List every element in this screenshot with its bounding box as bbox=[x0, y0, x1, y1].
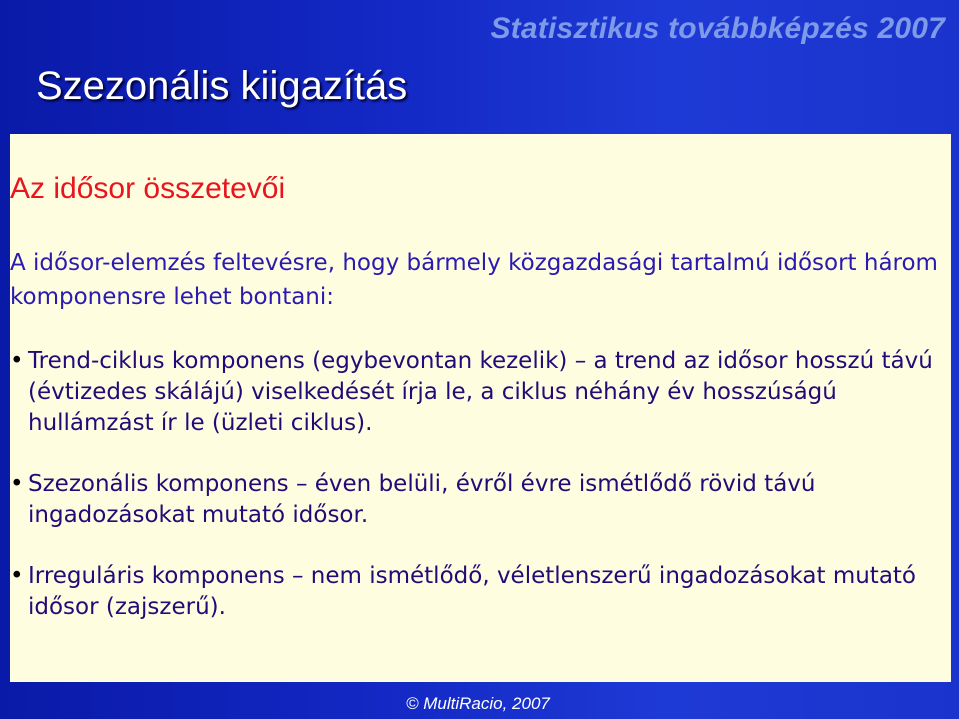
intro-paragraph: A idősor-elemzés feltevésre, hogy bármely közgazdasági tartalmú idősort három komponensre lehet bontani: bbox=[10, 250, 938, 310]
list-item-irregular bbox=[10, 561, 945, 623]
bullet-icon: • bbox=[10, 563, 24, 589]
list-item-text: Irreguláris komponens – nem ismétlődő, véletlenszerű ingadozásokat mutató idősor (zajszerű). bbox=[28, 563, 917, 620]
list-item-text: Trend-ciklus komponens (egybevontan kezelik) – a trend az idősor hosszú távú (évtizedes skálájú) viselkedését írja le, a ciklus néhány év hosszúságú hullámzást ír le (üzleti ciklus). bbox=[28, 348, 933, 436]
component-list bbox=[10, 346, 945, 653]
slide-title: Szezonális kiigazítás bbox=[36, 64, 408, 108]
section-subtitle: Az idősor összetevői bbox=[10, 172, 286, 205]
slide-footer bbox=[0, 682, 959, 719]
content-panel bbox=[10, 134, 951, 682]
bullet-icon: • bbox=[10, 348, 24, 374]
course-title: Statisztikus továbbképzés 2007 bbox=[490, 12, 945, 45]
bullet-icon: • bbox=[10, 471, 24, 497]
list-item-trend-cycle bbox=[10, 346, 945, 439]
slide-header bbox=[0, 0, 959, 134]
copyright-text: © MultiRacio, 2007 bbox=[406, 694, 550, 713]
list-item-seasonal bbox=[10, 469, 945, 531]
list-item-text: Szezonális komponens – éven belüli, évről évre ismétlődő rövid távú ingadozásokat mutató idősor. bbox=[28, 471, 816, 528]
